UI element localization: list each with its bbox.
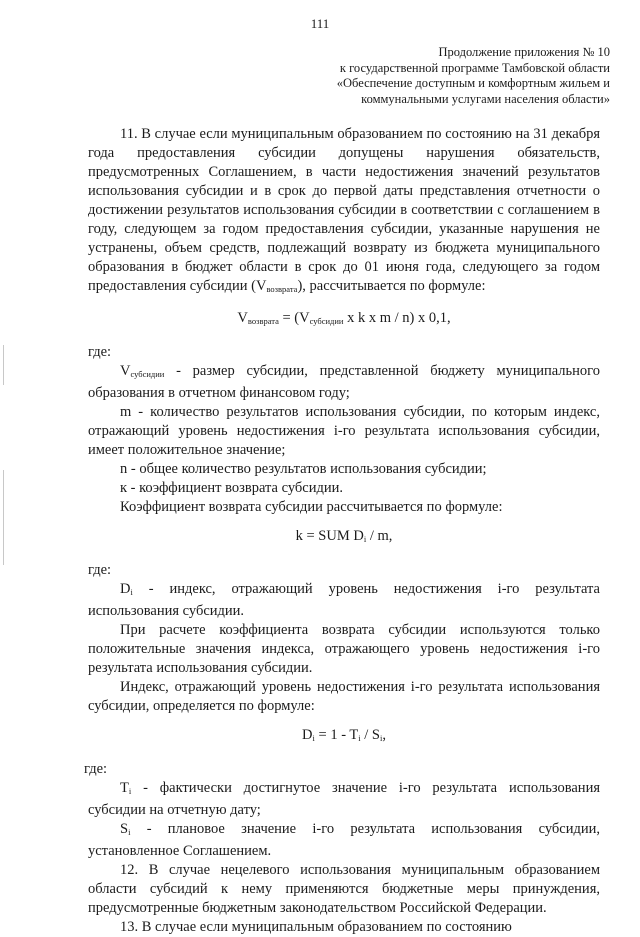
document-body xyxy=(84,125,600,937)
scan-edge-mark xyxy=(3,470,4,565)
index-intro: Индекс, отражающий уровень недостижения i-го результата использования субсидии, определяется по формуле: xyxy=(88,679,600,714)
page-number: 111 xyxy=(310,16,330,31)
appendix-line-4: коммунальными услугами населения области» xyxy=(361,91,610,106)
where-label: где: xyxy=(88,344,112,360)
definition-k: к - коэффициент возврата субсидии. xyxy=(120,480,343,496)
appendix-line-1: Продолжение приложения № 10 xyxy=(438,45,610,59)
paragraph-12: 12. В случае нецелевого использования муниципальным образованием области субсидий к нему применяются бюджетные меры принуждения, предусмотренные бюджетным законодательством Российской Федерации. xyxy=(88,862,600,916)
definition-s: $S_i$ - плановое значение i-го результата использования субсидии, установленное Соглашением. xyxy=(88,821,600,859)
appendix-line-3: «Обеспечение доступным и комфортным жильем и xyxy=(336,76,610,90)
calculation-note: При расчете коэффициента возврата субсидии используются только положительные значения индекса, отражающего уровень недостижения i-го результата использования субсидии. xyxy=(88,622,600,676)
formula-index: $D_i = 1 - T_i / S_i$, xyxy=(302,727,386,743)
appendix-header xyxy=(310,45,610,107)
definition-n: n - общее количество результатов использования субсидии; xyxy=(120,461,487,477)
definition-d: $D_i$ - индекс, отражающий уровень недостижения i-го результата использования субсидии. xyxy=(88,581,600,619)
scan-edge-mark xyxy=(3,345,4,385)
coefficient-intro: Коэффициент возврата субсидии рассчитывается по формуле: xyxy=(120,499,503,515)
definition-v-subsidy: $V_{субсидии}$ - размер субсидии, представленной бюджету муниципального образования в отчетном финансовом году; xyxy=(88,363,600,401)
paragraph-13: 13. В случае если муниципальным образованием по состоянию xyxy=(120,919,512,935)
formula-refund: $V_{возврата} = (V_{субсидии}$ x k x m / n) x 0,1, xyxy=(237,310,451,326)
where-label: где: xyxy=(84,761,108,777)
appendix-line-2: к государственной программе Тамбовской области xyxy=(339,60,610,75)
where-label: где: xyxy=(88,562,112,578)
definition-t: $T_i$ - фактически достигнутое значение i-го результата использования субсидии на отчетную дату; xyxy=(88,780,600,818)
definition-m: m - количество результатов использования субсидии, по которым индекс, отражающий уровень недостижения i-го результата использования субсидии, имеет положительное значение; xyxy=(88,404,600,458)
formula-coefficient: k = SUM $D_i$ / m, xyxy=(295,528,393,544)
paragraph-11: 11. В случае если муниципальным образованием по состоянию на 31 декабря года предоставления субсидии допущены нарушения обязательств, предусмотренных Соглашением, в части недостижения значений результатов использования субсидии и в срок до первой даты представления отчетности о достижении результатов использования субсидии в соответствии с соглашением в году, следующем за годом предоставления субсидии, указанные нарушения не устранены, объем средств, подлежащий возврату из бюджета муниципального образования в бюджет области в срок до 01 июня года, следующего за годом предоставления субсидии $(V_{возврата})$, рассчитывается по формуле: xyxy=(88,126,600,294)
